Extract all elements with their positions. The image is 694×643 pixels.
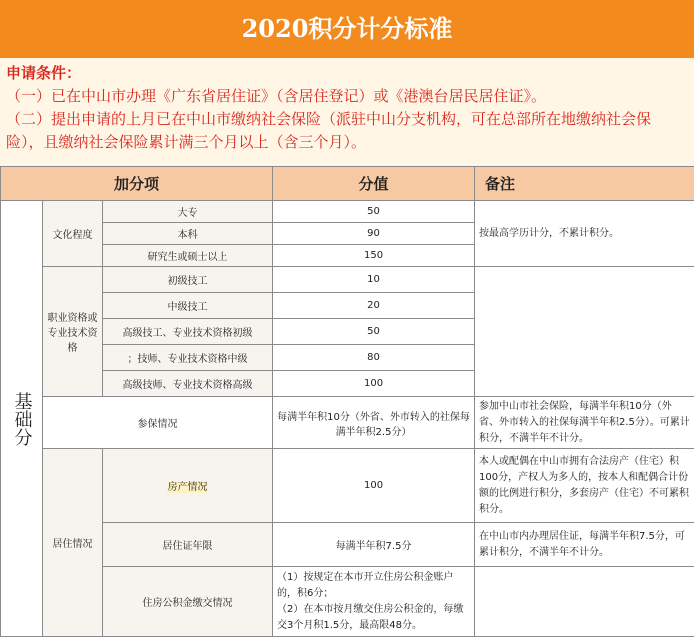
item-score: 50 bbox=[273, 201, 475, 223]
table-row bbox=[1, 267, 694, 293]
item-name bbox=[103, 449, 273, 523]
fund-score-2: （2）在本市按月缴交住房公积金的，每缴交3个月积1.5分，最高限48分。 bbox=[277, 603, 464, 631]
fund-score-1: （1）按规定在本市开立住房公积金账户的，积6分； bbox=[277, 571, 454, 599]
item-name: 高级技工、专业技术资格初级 bbox=[103, 319, 273, 345]
education-label: 文化程度 bbox=[43, 201, 103, 267]
item-name: 住房公积金缴交情况 bbox=[103, 567, 273, 637]
item-name: 研究生或硕士以上 bbox=[103, 245, 273, 267]
item-name: ；技师、专业技术资格中级 bbox=[103, 345, 273, 371]
table-row bbox=[1, 397, 694, 449]
residence-permit-note: 在中山市内办理居住证，每满半年积7.5分，可累计积分，不满半年不计分。 bbox=[475, 523, 694, 567]
header-score: 分值 bbox=[273, 167, 475, 201]
item-score: 50 bbox=[273, 319, 475, 345]
item-score: 20 bbox=[273, 293, 475, 319]
insurance-score: 每满半年积10分（外省、外市转入的社保每满半年积2.5分） bbox=[273, 397, 475, 449]
education-note: 按最高学历计分，不累计积分。 bbox=[475, 201, 694, 267]
item-score: 80 bbox=[273, 345, 475, 371]
item-name: 中级技工 bbox=[103, 293, 273, 319]
application-conditions bbox=[0, 58, 694, 166]
page-title: 2020积分计分标准 bbox=[0, 0, 694, 58]
item-name: 高级技师、专业技术资格高级 bbox=[103, 371, 273, 397]
insurance-note: 参加中山市社会保险，每满半年积10分（外省、外市转入的社保每满半年积2.5分）。可累计积分，不满半年不计分。 bbox=[475, 397, 694, 449]
category-cell bbox=[1, 201, 43, 637]
item-score: 10 bbox=[273, 267, 475, 293]
score-table bbox=[0, 166, 694, 637]
qualification-note bbox=[475, 267, 694, 397]
fund-note bbox=[475, 567, 694, 637]
item-score: 100 bbox=[273, 449, 475, 523]
table-row bbox=[1, 523, 694, 567]
item-score: 90 bbox=[273, 223, 475, 245]
item-score: 每满半年积7.5分 bbox=[273, 523, 475, 567]
item-score: 100 bbox=[273, 371, 475, 397]
condition-2: （二）提出申请的上月已在中山市缴纳社会保险（派驻中山分支机构，可在总部所在地缴纳社会保险），且缴纳社会保险累计满三个月以上（含三个月）。 bbox=[6, 110, 652, 151]
item-name: 大专 bbox=[103, 201, 273, 223]
conditions-heading: 申请条件： bbox=[6, 64, 82, 82]
header-item: 加分项 bbox=[1, 167, 273, 201]
item-score: 150 bbox=[273, 245, 475, 267]
category-label: 基础分 bbox=[11, 391, 33, 446]
property-note: 本人或配偶在中山市拥有合法房产（住宅）积100分，产权人为多人的，按本人和配偶合计份额的比例进行积分，多套房产（住宅）不可累积积分。 bbox=[475, 449, 694, 523]
condition-1: （一）已在中山市办理《广东省居住证》（含居住登记）或《港澳台居民居住证》。 bbox=[6, 87, 547, 105]
item-name: 居住证年限 bbox=[103, 523, 273, 567]
item-name: 本科 bbox=[103, 223, 273, 245]
residence-label: 居住情况 bbox=[43, 449, 103, 637]
item-score bbox=[273, 567, 475, 637]
table-row bbox=[1, 201, 694, 223]
item-name: 初级技工 bbox=[103, 267, 273, 293]
qualification-label: 职业资格或专业技术资格 bbox=[43, 267, 103, 397]
header-note: 备注 bbox=[475, 167, 694, 201]
table-row bbox=[1, 567, 694, 637]
insurance-name: 参保情况 bbox=[43, 397, 273, 449]
property-label: 房产情况 bbox=[167, 482, 208, 493]
table-header bbox=[1, 167, 694, 201]
table-row bbox=[1, 449, 694, 523]
